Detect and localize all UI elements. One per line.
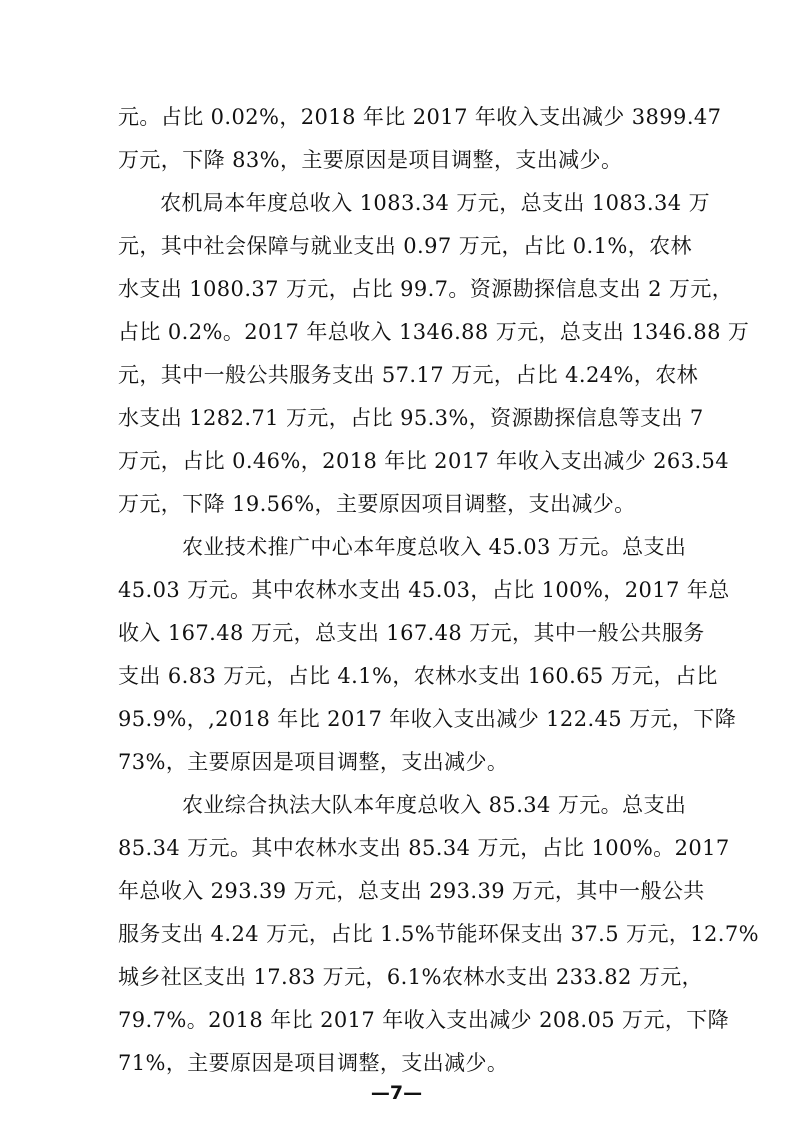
- paragraph-first-line: 农业综合执法大队本年度总收入 85.34 万元。总支出: [182, 793, 687, 817]
- text-line: 服务支出 4.24 万元，占比 1.5%节能环保支出 37.5 万元，12.7%: [118, 922, 759, 946]
- text-line: 城乡社区支出 17.83 万元，6.1%农林水支出 233.82 万元，: [118, 965, 704, 989]
- text-line: 元，其中一般公共服务支出 57.17 万元，占比 4.24%，农林: [118, 363, 699, 387]
- text-line: 万元，占比 0.46%，2018 年比 2017 年收入支出减少 263.54: [118, 449, 730, 473]
- text-line: 85.34 万元。其中农林水支出 85.34 万元，占比 100%。2017: [118, 836, 730, 860]
- text-line: 万元，下降 19.56%，主要原因项目调整，支出减少。: [118, 492, 636, 516]
- text-line: 水支出 1080.37 万元，占比 99.7。资源勘探信息支出 2 万元，: [118, 277, 734, 301]
- text-line: 元。占比 0.02%，2018 年比 2017 年收入支出减少 3899.47: [118, 105, 722, 129]
- paragraph-first-line: 农机局本年度总收入 1083.34 万元，总支出 1083.34 万: [160, 191, 710, 215]
- paragraph-first-line: 农业技术推广中心本年度总收入 45.03 万元。总支出: [182, 535, 687, 559]
- text-line: 元，其中社会保障与就业支出 0.97 万元，占比 0.1%，农林: [118, 234, 692, 258]
- text-line: 95.9%，,2018 年比 2017 年收入支出减少 122.45 万元，下降: [118, 707, 737, 731]
- text-line: 73%，主要原因是项目调整，支出减少。: [118, 750, 509, 774]
- text-line: 水支出 1282.71 万元，占比 95.3%，资源勘探信息等支出 7: [118, 406, 704, 430]
- text-line: 占比 0.2%。2017 年总收入 1346.88 万元，总支出 1346.88 万: [118, 320, 750, 344]
- text-line: 收入 167.48 万元，总支出 167.48 万元，其中一般公共服务: [118, 621, 705, 645]
- text-line: 71%，主要原因是项目调整，支出减少。: [118, 1051, 509, 1075]
- text-line: 年总收入 293.39 万元，总支出 293.39 万元，其中一般公共: [118, 879, 705, 903]
- text-line: 45.03 万元。其中农林水支出 45.03，占比 100%，2017 年总: [118, 578, 730, 602]
- text-line: 支出 6.83 万元，占比 4.1%，农林水支出 160.65 万元，占比: [118, 664, 718, 688]
- text-line: 79.7%。2018 年比 2017 年收入支出减少 208.05 万元，下降: [118, 1008, 730, 1032]
- text-line: 万元，下降 83%，主要原因是项目调整，支出减少。: [118, 148, 623, 172]
- page-number: —7—: [370, 1082, 423, 1104]
